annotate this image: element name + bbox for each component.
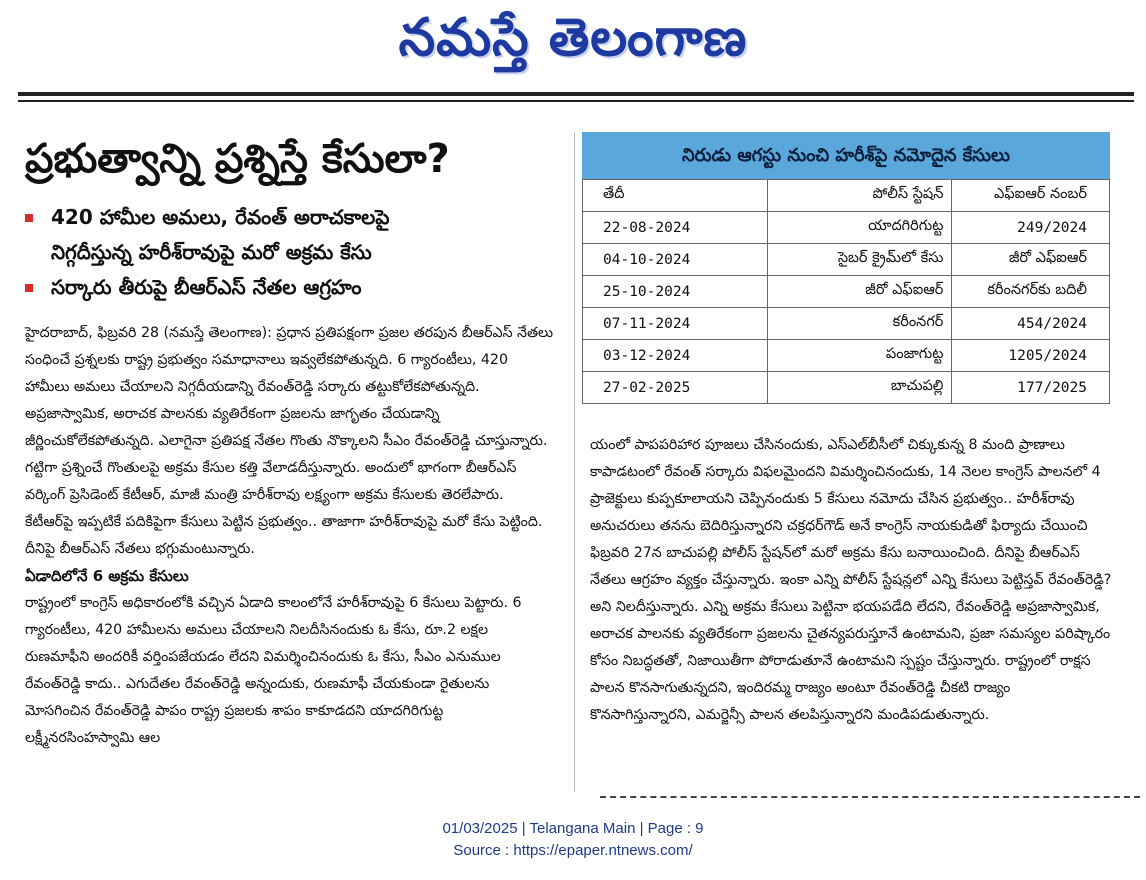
cell-date: 07-11-2024 bbox=[583, 308, 768, 340]
cases-table-title: నిరుడు ఆగస్టు నుంచి హరీశ్‌పై నమోదైన కేసులు bbox=[582, 132, 1110, 179]
col-header-date: తేదీ bbox=[583, 180, 768, 212]
footer-source: Source : https://epaper.ntnews.com/ bbox=[453, 842, 693, 859]
col-header-fir-number: ఎఫ్‌ఐఆర్ నంబర్ bbox=[952, 180, 1110, 212]
cell-station: జీరో ఎఫ్‌ఐఆర్ bbox=[768, 276, 952, 308]
cell-fir: 1205/2024 bbox=[952, 340, 1110, 372]
cell-date: 25-10-2024 bbox=[583, 276, 768, 308]
col-header-police-station: పోలీస్ స్టేషన్ bbox=[768, 180, 952, 212]
article-right-column bbox=[590, 432, 1114, 729]
bullet-square-icon bbox=[25, 214, 33, 222]
article-paragraph: రాష్ట్రంలో కాంగ్రెస్ అధికారంలోకి వచ్చిన ఏడాది కాలంలోనే హరీశ్‌రావుపై 6 కేసులు పెట్టారు. 6 గ్యారంటీలు, 420 హామీలను అమలు చేయాలని నిలదీసినందుకు ఓ కేసు, రూ.2 లక్షల రుణమాఫీని అందరికీ వర్తింపజేయడం లేదని విమర్శించినందుకు ఓ కేసు, సీఎం ఎనుముల రేవంత్‌రెడ్డి కాదు.. ఎగుదేతల రేవంత్‌రెడ్డి అన్నందుకు, రుణమాఫీ చేయకుండా రైతులను మోసగించిన రేవంత్‌రెడ్డి పాపం రాష్ట్ర ప్రజలకు శాపం కాకూడదని యాదగిరిగుట్ట లక్ష్మీనరసింహస్వామి ఆల bbox=[25, 595, 522, 746]
cell-station: సైబర్ క్రైమ్‌లో కేసు bbox=[768, 244, 952, 276]
cell-station: యాదగిరిగుట్ట bbox=[768, 212, 952, 244]
newspaper-logo: నమస్తే తెలంగాణ bbox=[398, 7, 748, 68]
column-divider bbox=[574, 132, 575, 792]
cell-fir: జీరో ఎఫ్‌ఐఆర్ bbox=[952, 244, 1110, 276]
cell-fir: 454/2024 bbox=[952, 308, 1110, 340]
cell-date: 03-12-2024 bbox=[583, 340, 768, 372]
article-headline: ప్రభుత్వాన్ని ప్రశ్నిస్తే కేసులా? bbox=[25, 136, 450, 182]
table-header-row bbox=[583, 180, 1110, 212]
masthead-rule bbox=[18, 92, 1134, 96]
highlight-1: 420 హామీల అమలు, రేవంత్ అరాచకాలపై bbox=[25, 200, 585, 235]
highlight-2: సర్కారు తీరుపై బీఆర్‌ఎస్ నేతల ఆగ్రహం bbox=[25, 270, 585, 305]
cell-fir: 249/2024 bbox=[952, 212, 1110, 244]
cell-station: కరీంనగర్ bbox=[768, 308, 952, 340]
table-row bbox=[583, 372, 1110, 404]
footer bbox=[0, 818, 1146, 862]
cell-fir: 177/2025 bbox=[952, 372, 1110, 404]
highlight-1-cont: నిగ్గదీస్తున్న హరీశ్‌రావుపై మరో అక్రమ కేసు bbox=[51, 240, 372, 264]
bullet-square-icon bbox=[25, 284, 33, 292]
cell-date: 27-02-2025 bbox=[583, 372, 768, 404]
article-left-column bbox=[25, 320, 555, 752]
article-paragraph: హైదరాబాద్, ఫిబ్రవరి 28 (నమస్తే తెలంగాణ): ప్రధాన ప్రతిపక్షంగా ప్రజల తరపున బీఆర్‌ఎస్ నేతలు సంధించే ప్రశ్నలకు రాష్ట్ర ప్రభుత్వం సమాధానాలు ఇవ్వలేకపోతున్నది. 6 గ్యారంటీలు, 420 హామీలు అమలు చేయాలని నిగ్గదీయడాన్ని రేవంత్‌రెడ్డి సర్కారు తట్టుకోలేకపోతున్నది. అప్రజాస్వామిక, అరాచక పాలనకు వ్యతిరేకంగా ప్రజలను జాగృతం చేయడాన్ని జీర్ణించుకోలేకపోతున్నది. ఎలాగైనా ప్రతిపక్ష నేతల గొంతు నొక్కాలని సీఎం రేవంత్‌రెడ్డి చూస్తున్నారు. గట్టిగా ప్రశ్నించే గొంతులపై అక్రమ కేసుల కత్తి వేలాడదీస్తున్నారు. అందులో భాగంగా బీఆర్‌ఎస్ వర్కింగ్ ప్రెసిడెంట్ కేటీఆర్, మాజీ మంత్రి హరీశ్‌రావు లక్ష్యంగా అక్రమ కేసులకు తెరలేపారు. కేటీఆర్‌పై ఇప్పటికే పదికిపైగా కేసులు పెట్టిన ప్రభుత్వం.. తాజాగా హరీశ్‌రావుపై మరో కేసు పెట్టింది. దీనిపై బీఆర్‌ఎస్ నేతలు భగ్గుమంటున్నారు. bbox=[25, 325, 554, 557]
cases-table-box bbox=[582, 132, 1110, 404]
footer-edition-info: 01/03/2025 | Telangana Main | Page : 9 bbox=[442, 820, 704, 837]
table-row bbox=[583, 276, 1110, 308]
masthead-rule-thin bbox=[18, 100, 1134, 102]
masthead bbox=[0, 0, 1146, 88]
table-row bbox=[583, 340, 1110, 372]
cell-station: పంజాగుట్ట bbox=[768, 340, 952, 372]
highlights bbox=[25, 200, 585, 305]
table-row bbox=[583, 308, 1110, 340]
table-row bbox=[583, 212, 1110, 244]
dashed-divider bbox=[600, 796, 1140, 798]
article-subheading: ఏడాదిలోనే 6 అక్రమ కేసులు bbox=[25, 567, 189, 585]
cell-station: బాచుపల్లి bbox=[768, 372, 952, 404]
cell-date: 22-08-2024 bbox=[583, 212, 768, 244]
cell-fir: కరీంనగర్‌కు బదిలీ bbox=[952, 276, 1110, 308]
cell-date: 04-10-2024 bbox=[583, 244, 768, 276]
table-row bbox=[583, 244, 1110, 276]
article-paragraph: యంలో పాపపరిహార పూజలు చేసినందుకు, ఎస్‌ఎల్‌బీసీలో చిక్కుకున్న 8 మంది ప్రాణాలు కాపాడటంలో రేవంత్ సర్కారు విఫలమైందని విమర్శించినందుకు, 14 నెలల కాంగ్రెస్ పాలనలో 4 ప్రాజెక్టులు కుప్పకూలాయని చెప్పినందుకు 5 కేసులు నమోదు చేసిన ప్రభుత్వం.. హరీశ్‌రావు అనుచరులు తనను బెదిరిస్తున్నారని చక్రధర్‌గౌడ్ అనే కాంగ్రెస్ నాయకుడితో ఫిర్యాదు చేయించి ఫిబ్రవరి 27న బాచుపల్లి పోలీస్ స్టేషన్‌లో మరో అక్రమ కేసు బనాయించింది. దీనిపై బీఆర్‌ఎస్ నేతలు ఆగ్రహం వ్యక్తం చేస్తున్నారు. ఇంకా ఎన్ని పోలీస్ స్టేషన్లలో ఎన్ని కేసులు పెట్టిస్తవ్ రేవంత్‌రెడ్డి? అని నిలదీస్తున్నారు. ఎన్ని అక్రమ కేసులు పెట్టినా భయపడేది లేదని, రేవంత్‌రెడ్డి అప్రజాస్వామిక, అరాచక పాలనకు వ్యతిరేకంగా ప్రజలను చైతన్యపరుస్తూనే ఉంటామని, ప్రజా సమస్యల పరిష్కారం కోసం నిబద్ధతతో, నిజాయితీగా పోరాడుతూనే ఉంటామని స్పష్టం చేస్తున్నారు. రాష్ట్రంలో రాక్షస పాలన కొనసాగుతున్నదని, ఇందిరమ్మ రాజ్యం అంటూ రేవంత్‌రెడ్డి చీకటి రాజ్యం కొనసాగిస్తున్నారని, ఎమర్జెన్సీ పాలన తలపిస్తున్నారని మండిపడుతున్నారు. bbox=[590, 437, 1112, 723]
cases-table bbox=[582, 179, 1110, 404]
